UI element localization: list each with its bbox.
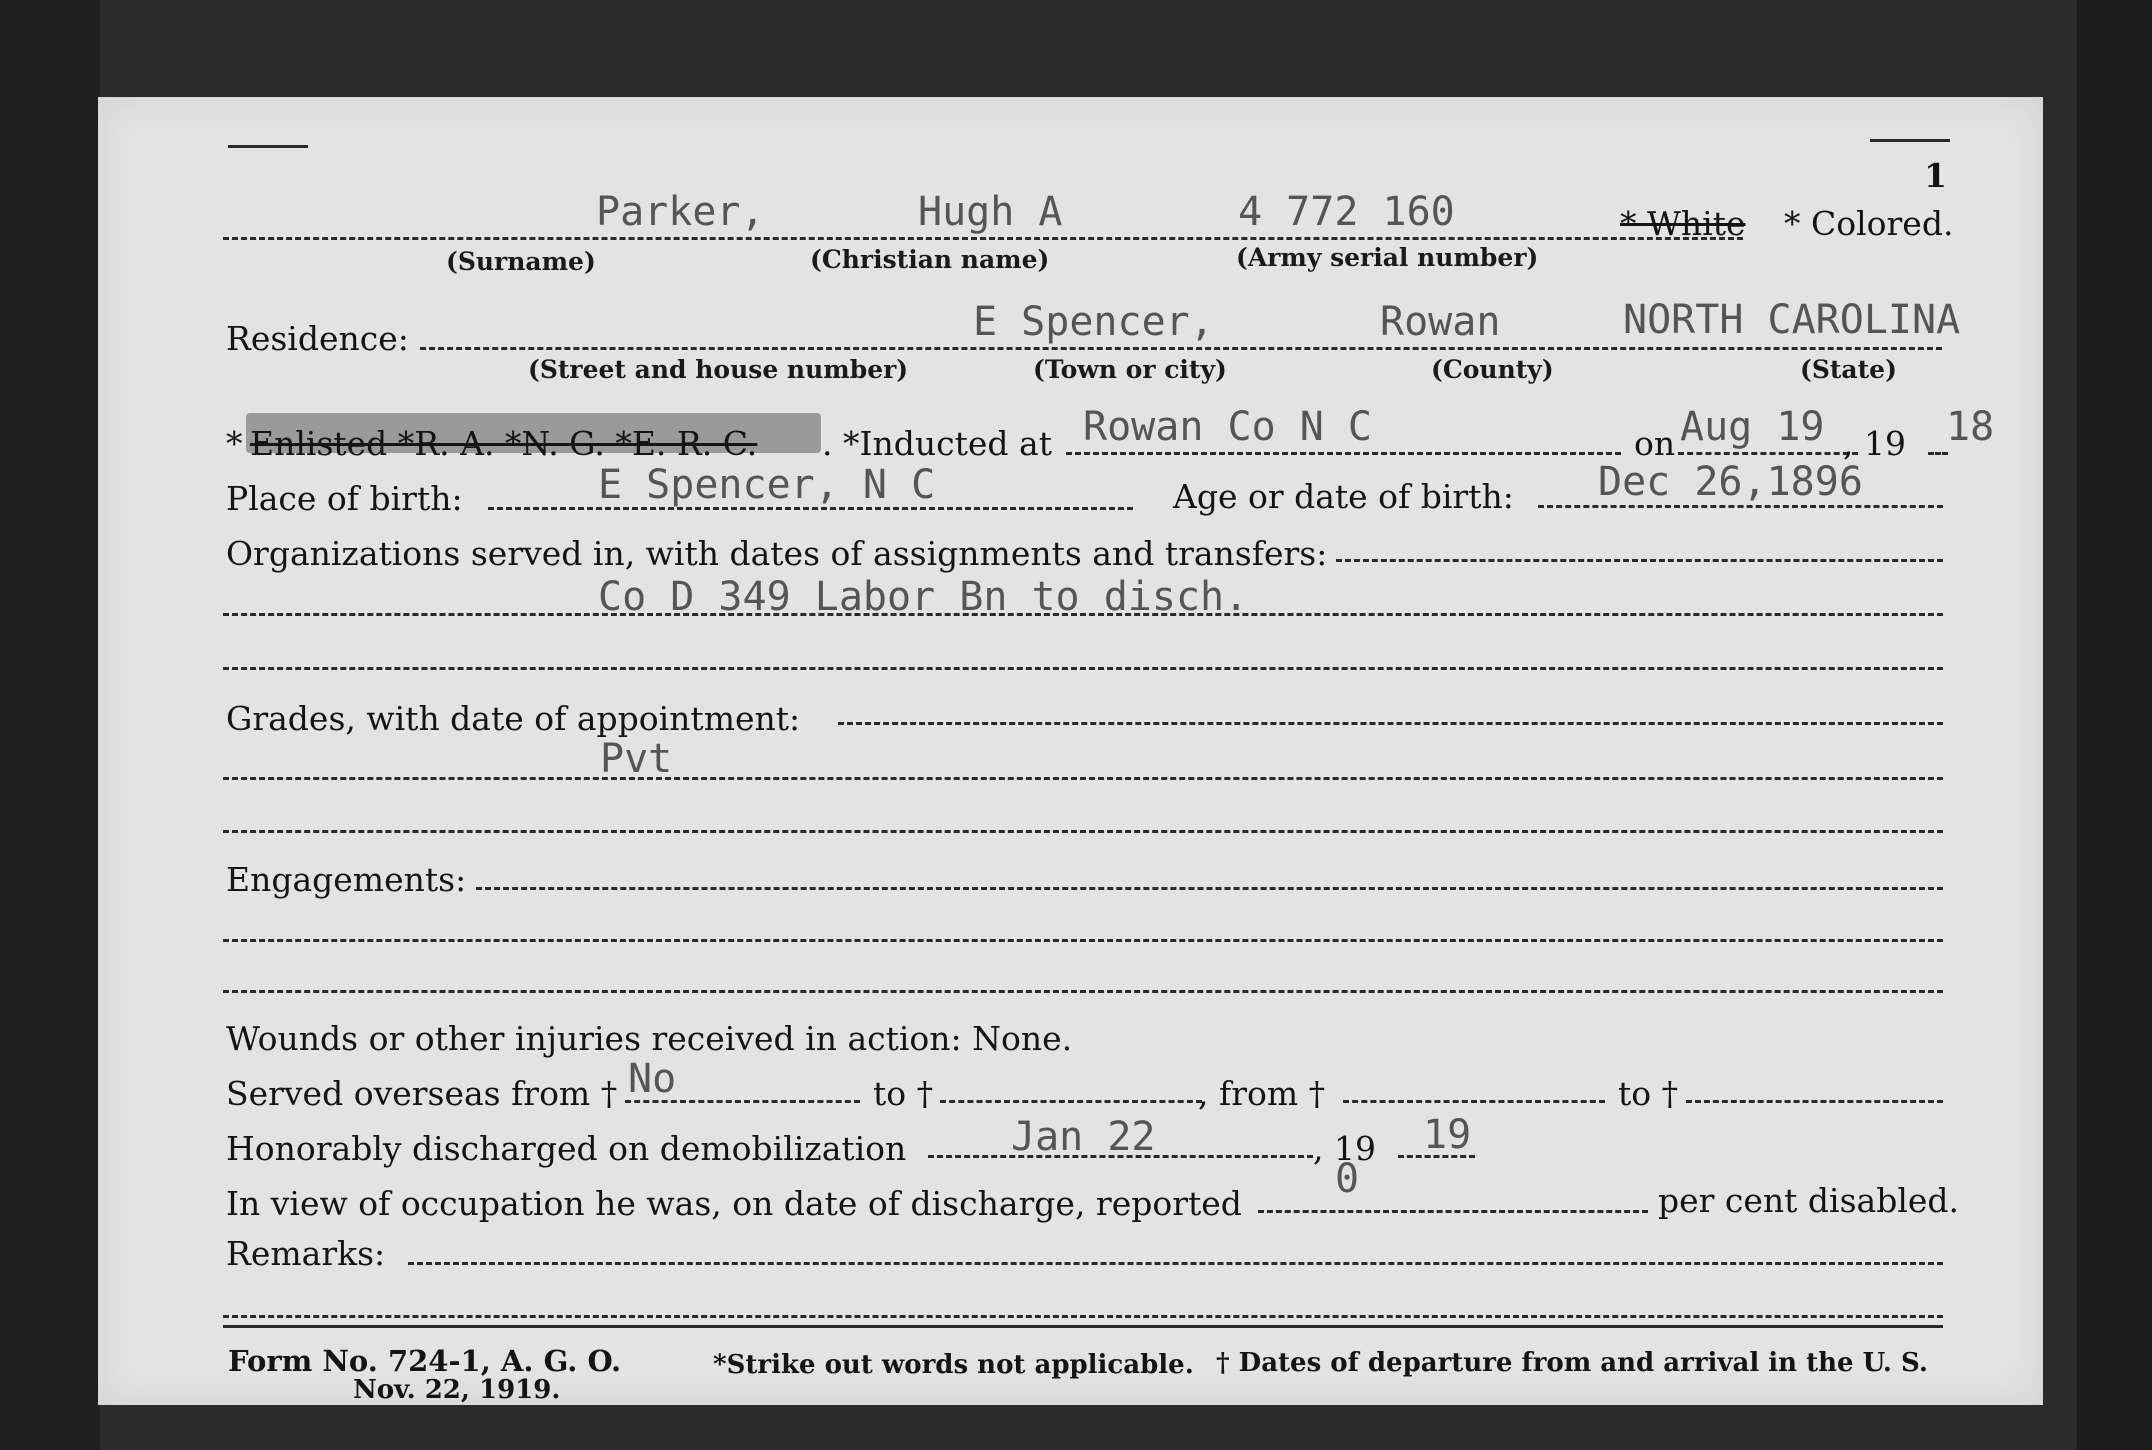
grades-line-2 [223, 777, 1943, 780]
grades-line [838, 722, 1943, 725]
overseas-to-line [940, 1100, 1202, 1103]
christian-name-value: Hugh A [918, 189, 1063, 235]
inducted-label: . *Inducted at [822, 424, 1052, 463]
town-value: E Spencer, [973, 299, 1214, 345]
form-date: Nov. 22, 1919. [353, 1375, 561, 1405]
name-line [223, 237, 1743, 240]
organization-value: Co D 349 Labor Bn to disch. [598, 574, 1249, 620]
grade-value: Pvt [600, 736, 673, 782]
state-value: NORTH CAROLINA [1623, 297, 1961, 343]
christian-name-caption: (Christian name) [810, 245, 1050, 274]
place-of-birth-label: Place of birth: [226, 479, 463, 518]
engagements-line [476, 887, 1943, 890]
engagements-line-3 [223, 990, 1943, 993]
footer-rule [223, 1325, 1943, 1328]
remarks-line [408, 1262, 1943, 1265]
dates-note: † Dates of departure from and arrival in the U. S. [1216, 1348, 1928, 1378]
from-label: , from † [1198, 1074, 1326, 1113]
surname-caption: (Surname) [446, 247, 596, 276]
remarks-label: Remarks: [226, 1234, 386, 1273]
organizations-line-3 [223, 667, 1943, 670]
induction-year-prefix: , 19 [1843, 424, 1906, 463]
top-left-rule [228, 145, 308, 148]
induction-date-value: Aug 19 [1680, 404, 1825, 450]
disabled-percent-line [1258, 1210, 1648, 1213]
induction-year-value: 18 [1946, 404, 1995, 450]
residence-label: Residence: [226, 319, 409, 358]
served-overseas-label: Served overseas from † [226, 1074, 618, 1113]
scan-background-left [0, 0, 100, 1450]
on-label: on [1634, 424, 1676, 463]
induction-year-line [1928, 452, 1948, 455]
grades-label: Grades, with date of appointment: [226, 699, 801, 738]
town-caption: (Town or city) [1033, 355, 1227, 384]
organizations-line [1336, 559, 1943, 562]
to-label-1: to † [873, 1074, 934, 1113]
occupation-label: In view of occupation he was, on date of discharge, reported [226, 1184, 1242, 1223]
dob-line [1538, 505, 1943, 508]
percent-disabled-value: 0 [1335, 1156, 1360, 1202]
service-record-card [98, 97, 2043, 1405]
organizations-label: Organizations served in, with dates of assignments and transfers: [226, 534, 1328, 573]
county-caption: (County) [1431, 355, 1554, 384]
return-to-line [1686, 1100, 1943, 1103]
place-of-birth-value: E Spencer, N C [598, 462, 936, 508]
date-of-birth-value: Dec 26,1896 [1598, 459, 1863, 505]
form-number: Form No. 724-1, A. G. O. [228, 1344, 622, 1378]
per-cent-label: per cent disabled. [1658, 1181, 1960, 1220]
residence-line [420, 347, 1942, 350]
enlisted-options-struck: Enlisted *R. A. *N. G. *E. R. C. [250, 424, 758, 463]
overseas-from-value: No [628, 1056, 677, 1102]
discharge-date-value: Jan 22 [1011, 1114, 1156, 1160]
induction-date-line [1678, 452, 1858, 455]
card-number: 1 [1924, 156, 1947, 195]
grades-line-3 [223, 830, 1943, 833]
race-white-struck: * White [1620, 204, 1746, 243]
inducted-at-value: Rowan Co N C [1083, 404, 1372, 450]
age-dob-label: Age or date of birth: [1173, 477, 1514, 516]
street-caption: (Street and house number) [528, 355, 909, 384]
engagements-label: Engagements: [226, 860, 467, 899]
enlisted-asterisk: * [226, 424, 243, 463]
strike-note: *Strike out words not applicable. [713, 1350, 1194, 1380]
serial-number-caption: (Army serial number) [1236, 243, 1539, 272]
top-right-rule [1870, 139, 1950, 142]
to-label-2: to † [1618, 1074, 1679, 1113]
county-value: Rowan [1380, 299, 1501, 345]
surname-value: Parker, [596, 189, 765, 235]
scan-background-right [2077, 0, 2152, 1450]
wounds-label: Wounds or other injuries received in action: None. [226, 1019, 1073, 1058]
discharge-year-value: 19 [1423, 1112, 1472, 1158]
engagements-line-2 [223, 939, 1943, 942]
state-caption: (State) [1800, 355, 1897, 384]
remarks-line-2 [223, 1315, 1943, 1318]
inducted-line [1066, 452, 1621, 455]
return-from-line [1343, 1100, 1605, 1103]
race-colored: * Colored. [1784, 204, 1954, 243]
discharged-label: Honorably discharged on demobilization [226, 1129, 907, 1168]
discharge-year-prefix: , 19 [1313, 1129, 1376, 1168]
serial-number-value: 4 772 160 [1238, 189, 1455, 235]
